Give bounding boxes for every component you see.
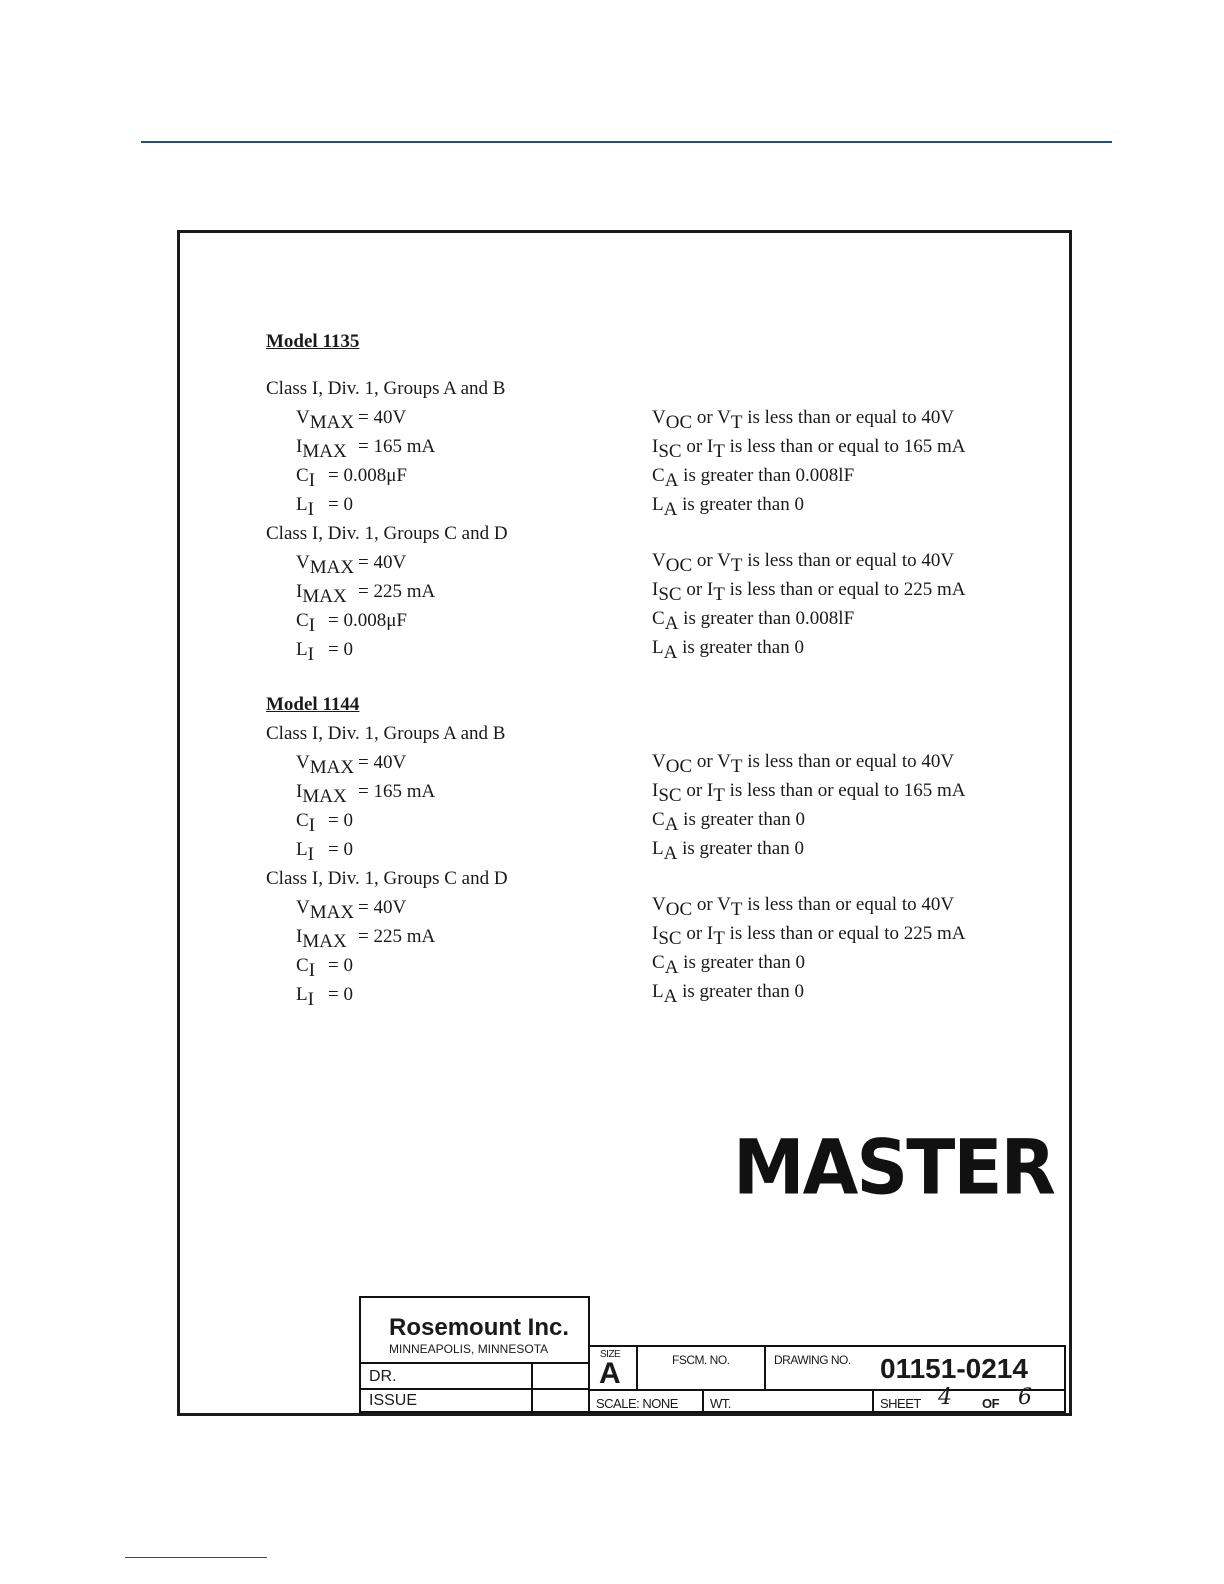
isc-row: $I_{SC}$ or $I_T$ is less than or equal to 165 mA [652, 780, 966, 806]
model-1135-ab-right [652, 403, 965, 519]
fscm-box [636, 1345, 766, 1391]
ca-row: $C_A$ is greater than 0.008lF [652, 608, 855, 634]
ci-row: $C_I = 0$ [296, 810, 353, 836]
li-row: $L_I = 0$ [296, 494, 353, 520]
sheet-box [872, 1385, 1066, 1413]
issue-box [359, 1388, 533, 1413]
size-value: A [599, 1357, 621, 1390]
size-box [588, 1345, 638, 1391]
company-box [359, 1296, 590, 1364]
drawing-label: DRAWING NO. [774, 1353, 851, 1367]
la-row: $L_A$ is greater than 0 [652, 637, 804, 663]
model-1135-groups-ab-left [266, 374, 508, 664]
vmax-row: $V_{MAX} = 40V$ [296, 752, 407, 778]
la-row: $L_A$ is greater than 0 [652, 838, 804, 864]
model-1135-cd-right [652, 546, 965, 662]
class-title: Class I, Div. 1, Groups C and D [266, 868, 508, 889]
dr-label: DR. [369, 1368, 397, 1385]
scale-box [588, 1389, 704, 1413]
model-1135-left [266, 327, 359, 356]
vmax-row: $V_{MAX} = 40V$ [296, 407, 407, 433]
company-name: Rosemount Inc. [389, 1314, 570, 1341]
imax-row: $I_{MAX} = 165$ mA [296, 436, 436, 462]
voc-row: $V_{OC}$ or $V_T$ is less than or equal to 40V [652, 894, 955, 920]
master-stamp: MASTER [733, 1122, 1054, 1212]
model-1144-left [266, 690, 508, 1009]
li-row: $L_I = 0$ [296, 839, 353, 865]
isc-row: $I_{SC}$ or $I_T$ is less than or equal to 225 mA [652, 923, 966, 949]
size-label: SIZE [600, 1349, 621, 1360]
class-title: Class I, Div. 1, Groups A and B [266, 378, 506, 399]
vmax-row: $V_{MAX} = 40V$ [296, 897, 407, 923]
model-1144-ab-right [652, 747, 965, 863]
li-row: $L_I = 0$ [296, 639, 353, 665]
ca-row: $C_A$ is greater than 0.008lF [652, 465, 855, 491]
wt-label: WT. [710, 1396, 731, 1411]
issue-label: ISSUE [369, 1392, 418, 1409]
li-row: $L_I = 0$ [296, 984, 353, 1010]
voc-row: $V_{OC}$ or $V_T$ is less than or equal to 40V [652, 407, 955, 433]
voc-row: $V_{OC}$ or $V_T$ is less than or equal to 40V [652, 751, 955, 777]
sheet-total: 6 [1018, 1385, 1032, 1410]
vmax-row: $V_{MAX} = 40V$ [296, 552, 407, 578]
sheet-label: SHEET [880, 1396, 921, 1411]
of-label: OF [982, 1396, 1000, 1411]
dr-value-box [531, 1362, 590, 1390]
bottom-rule [125, 1557, 267, 1558]
la-row: $L_A$ is greater than 0 [652, 494, 804, 520]
dr-box [359, 1362, 533, 1390]
ca-row: $C_A$ is greater than 0 [652, 952, 806, 978]
drawing-number: 01151-0214 [880, 1353, 1028, 1384]
isc-row: $I_{SC}$ or $I_T$ is less than or equal to 225 mA [652, 579, 966, 605]
voc-row: $V_{OC}$ or $V_T$ is less than or equal to 40V [652, 550, 955, 576]
ci-row: $C_I = 0.008\mu F$ [296, 610, 407, 636]
model-1144-cd-right [652, 890, 965, 1006]
la-row: $L_A$ is greater than 0 [652, 981, 804, 1007]
imax-row: $I_{MAX} = 225$ mA [296, 581, 436, 607]
company-location: MINNEAPOLIS, MINNESOTA [389, 1342, 549, 1356]
imax-row: $I_{MAX} = 225$ mA [296, 926, 436, 952]
class-title: Class I, Div. 1, Groups A and B [266, 723, 506, 744]
scale-label: SCALE: NONE [596, 1396, 678, 1411]
model-heading: Model 1144 [266, 694, 360, 715]
imax-row: $I_{MAX} = 165$ mA [296, 781, 436, 807]
wt-box [702, 1389, 874, 1413]
ca-row: $C_A$ is greater than 0 [652, 809, 806, 835]
isc-row: $I_{SC}$ or $I_T$ is less than or equal to 165 mA [652, 436, 966, 462]
model-heading: Model 1135 [266, 331, 360, 352]
class-title: Class I, Div. 1, Groups C and D [266, 523, 508, 544]
ci-row: $C_I = 0.008\mu F$ [296, 465, 407, 491]
top-rule [141, 141, 1112, 143]
issue-value-box [531, 1388, 590, 1413]
sheet-number: 4 [938, 1385, 952, 1410]
ci-row: $C_I = 0$ [296, 955, 353, 981]
fscm-label: FSCM. NO. [672, 1353, 730, 1367]
